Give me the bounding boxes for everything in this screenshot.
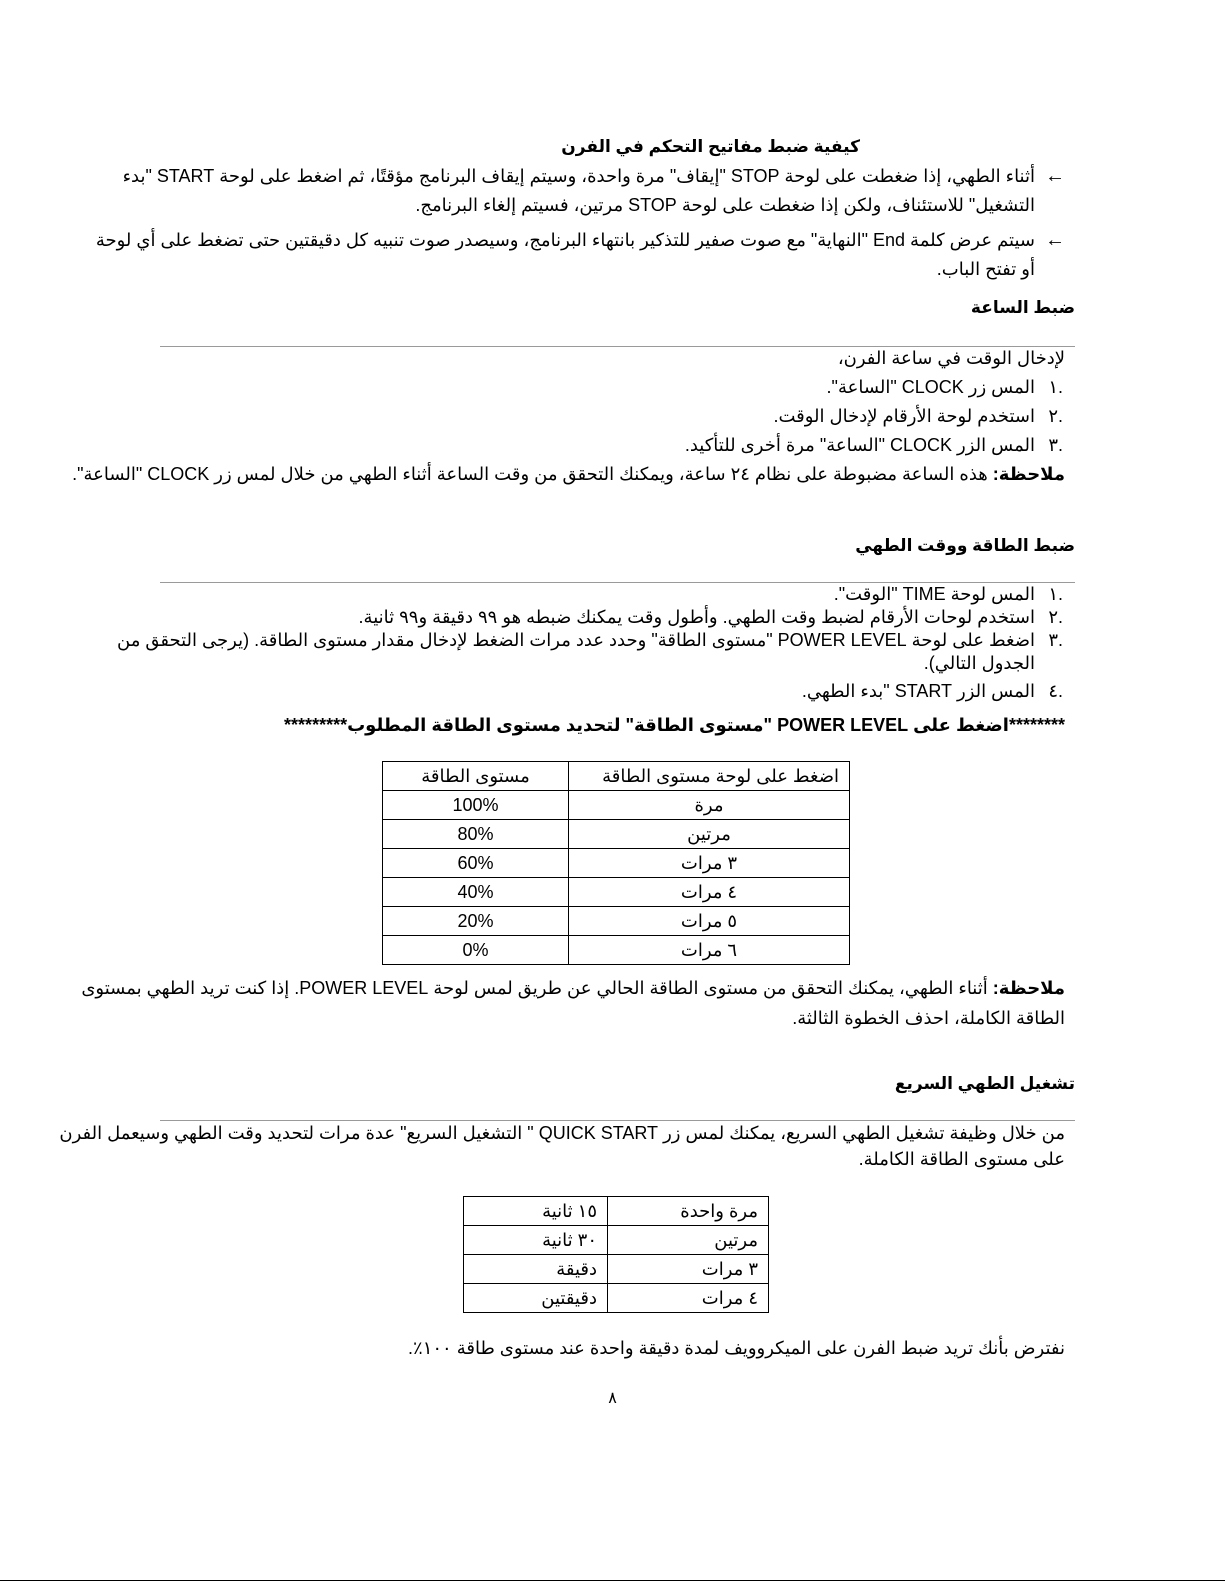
table-cell: ٦ مرات: [569, 936, 850, 965]
step-number: .١: [1048, 584, 1063, 604]
table-row: [464, 1284, 769, 1313]
table-cell: ٣ مرات: [608, 1255, 769, 1284]
table-row: [383, 907, 850, 936]
table-cell: دقيقة: [464, 1255, 608, 1284]
table-cell: مرة: [569, 791, 850, 820]
divider: [160, 1120, 1075, 1121]
table-row: [383, 820, 850, 849]
clock-step-2: [135, 406, 1063, 427]
note-text: هذه الساعة مضبوطة على نظام ٢٤ ساعة، ويمكنك التحقق من وقت الساعة أثناء الطهي من خلال لمس زر CLOCK "الساعة".: [72, 464, 993, 484]
clock-intro: لإدخال الوقت في ساعة الفرن،: [837, 348, 1065, 368]
section-title-power: ضبط الطاقة ووقت الطهي: [855, 536, 1075, 555]
step-number: .٢: [1048, 607, 1063, 627]
table-header: اضغط على لوحة مستوى الطاقة: [569, 762, 850, 791]
table-cell: 0%: [383, 936, 569, 965]
step-text: المس الزر CLOCK "الساعة" مرة أخرى للتأكيد.: [684, 435, 1035, 455]
clock-note: [72, 464, 1065, 485]
quick-text-1: من خلال وظيفة تشغيل الطهي السريع، يمكنك لمس زر QUICK START " التشغيل السريع" عدة مرات لتحديد وقت الطهي وسيعمل الفرن: [59, 1123, 1065, 1143]
table-cell: مرتين: [608, 1226, 769, 1255]
page-number: ٨: [608, 1390, 617, 1407]
step-number: .٤: [1048, 681, 1063, 701]
clock-step-1: [135, 377, 1063, 398]
section-title-controls: كيفية ضبط مفاتيح التحكم في الفرن: [561, 137, 860, 156]
power-note: [81, 978, 1065, 999]
table-cell: ٤ مرات: [569, 878, 850, 907]
section-title-quick-start: تشغيل الطهي السريع: [894, 1074, 1075, 1093]
table-cell: ٣٠ ثانية: [464, 1226, 608, 1255]
table-cell: دقيقتين: [464, 1284, 608, 1313]
bullet-stop-1: أثناء الطهي، إذا ضغطت على لوحة STOP "إيقاف" مرة واحدة، وسيتم إيقاف البرنامج مؤقتًا، ثم اضغط على لوحة START "بدء: [122, 166, 1035, 186]
section-title-clock: ضبط الساعة: [970, 298, 1075, 317]
power-note-cont: الطاقة الكاملة، احذف الخطوة الثالثة.: [792, 1008, 1065, 1028]
quick-text-2: على مستوى الطاقة الكاملة.: [858, 1149, 1065, 1169]
divider: [160, 346, 1075, 347]
power-step-1: [135, 584, 1063, 605]
table-row: [464, 1255, 769, 1284]
bullet-stop-2: التشغيل" للاستئناف، ولكن إذا ضغطت على لوحة STOP مرتين، فسيتم إلغاء البرنامج.: [415, 195, 1035, 215]
quick-start-table: [463, 1196, 769, 1313]
table-row: [383, 878, 850, 907]
bullet-end-2: أو تفتح الباب.: [936, 259, 1035, 279]
table-header: مستوى الطاقة: [383, 762, 569, 791]
note-text: أثناء الطهي، يمكنك التحقق من مستوى الطاقة الحالي عن طريق لمس لوحة POWER LEVEL. إذا كنت تريد الطهي بمستوى: [81, 978, 993, 998]
table-cell: ٤ مرات: [608, 1284, 769, 1313]
table-cell: ١٥ ثانية: [464, 1197, 608, 1226]
note-label: ملاحظة:: [992, 978, 1065, 998]
step-text: المس زر CLOCK "الساعة".: [826, 377, 1035, 397]
bullet-end-1: سيتم عرض كلمة End "النهاية" مع صوت صفير للتذكير بانتهاء البرنامج، وسيصدر صوت تنبيه كل دقيقتين حتى تضغط على أي لوحة: [95, 230, 1035, 250]
power-press-instruction: ********اضغط على POWER LEVEL "مستوى الطاقة" لتحديد مستوى الطاقة المطلوب*********: [284, 715, 1065, 735]
arrow-icon: ←: [1045, 165, 1065, 187]
table-row: [383, 849, 850, 878]
step-number: .٣: [1048, 435, 1063, 455]
table-cell: 60%: [383, 849, 569, 878]
table-header-row: [383, 762, 850, 791]
table-cell: ٣ مرات: [569, 849, 850, 878]
arrow-icon: ←: [1045, 229, 1065, 251]
step-text: استخدم لوحات الأرقام لضبط وقت الطهي. وأطول وقت يمكنك ضبطه هو ٩٩ دقيقة و٩٩ ثانية.: [358, 607, 1035, 627]
power-step-4: [135, 681, 1063, 702]
table-row: [383, 791, 850, 820]
divider: [160, 582, 1075, 583]
table-row: [464, 1197, 769, 1226]
table-cell: 40%: [383, 878, 569, 907]
table-cell: 100%: [383, 791, 569, 820]
step-text: اضغط على لوحة POWER LEVEL "مستوى الطاقة" وحدد عدد مرات الضغط لإدخال مقدار مستوى الطاقة. (يرجى التحقق من: [117, 630, 1035, 650]
table-cell: ٥ مرات: [569, 907, 850, 936]
step-number: .٣: [1048, 630, 1063, 650]
step-number: .١: [1048, 377, 1063, 397]
table-row: [464, 1226, 769, 1255]
step-text: المس الزر START "بدء الطهي.: [801, 681, 1035, 701]
step-text: استخدم لوحة الأرقام لإدخال الوقت.: [773, 406, 1035, 426]
power-step-3-cont: الجدول التالي).: [923, 653, 1035, 673]
table-cell: 80%: [383, 820, 569, 849]
page-bottom-border: [0, 1580, 1225, 1581]
power-level-table: [382, 761, 850, 965]
power-step-3: [117, 630, 1063, 651]
clock-step-3: [135, 435, 1063, 456]
note-label: ملاحظة:: [992, 464, 1065, 484]
step-number: .٢: [1048, 406, 1063, 426]
table-row: [383, 936, 850, 965]
quick-assumption: نفترض بأنك تريد ضبط الفرن على الميكروويف لمدة دقيقة واحدة عند مستوى طاقة ١٠٠٪.: [408, 1338, 1065, 1358]
table-cell: مرة واحدة: [608, 1197, 769, 1226]
step-text: المس لوحة TIME "الوقت".: [833, 584, 1035, 604]
table-cell: 20%: [383, 907, 569, 936]
power-step-2: [135, 607, 1063, 628]
table-cell: مرتين: [569, 820, 850, 849]
